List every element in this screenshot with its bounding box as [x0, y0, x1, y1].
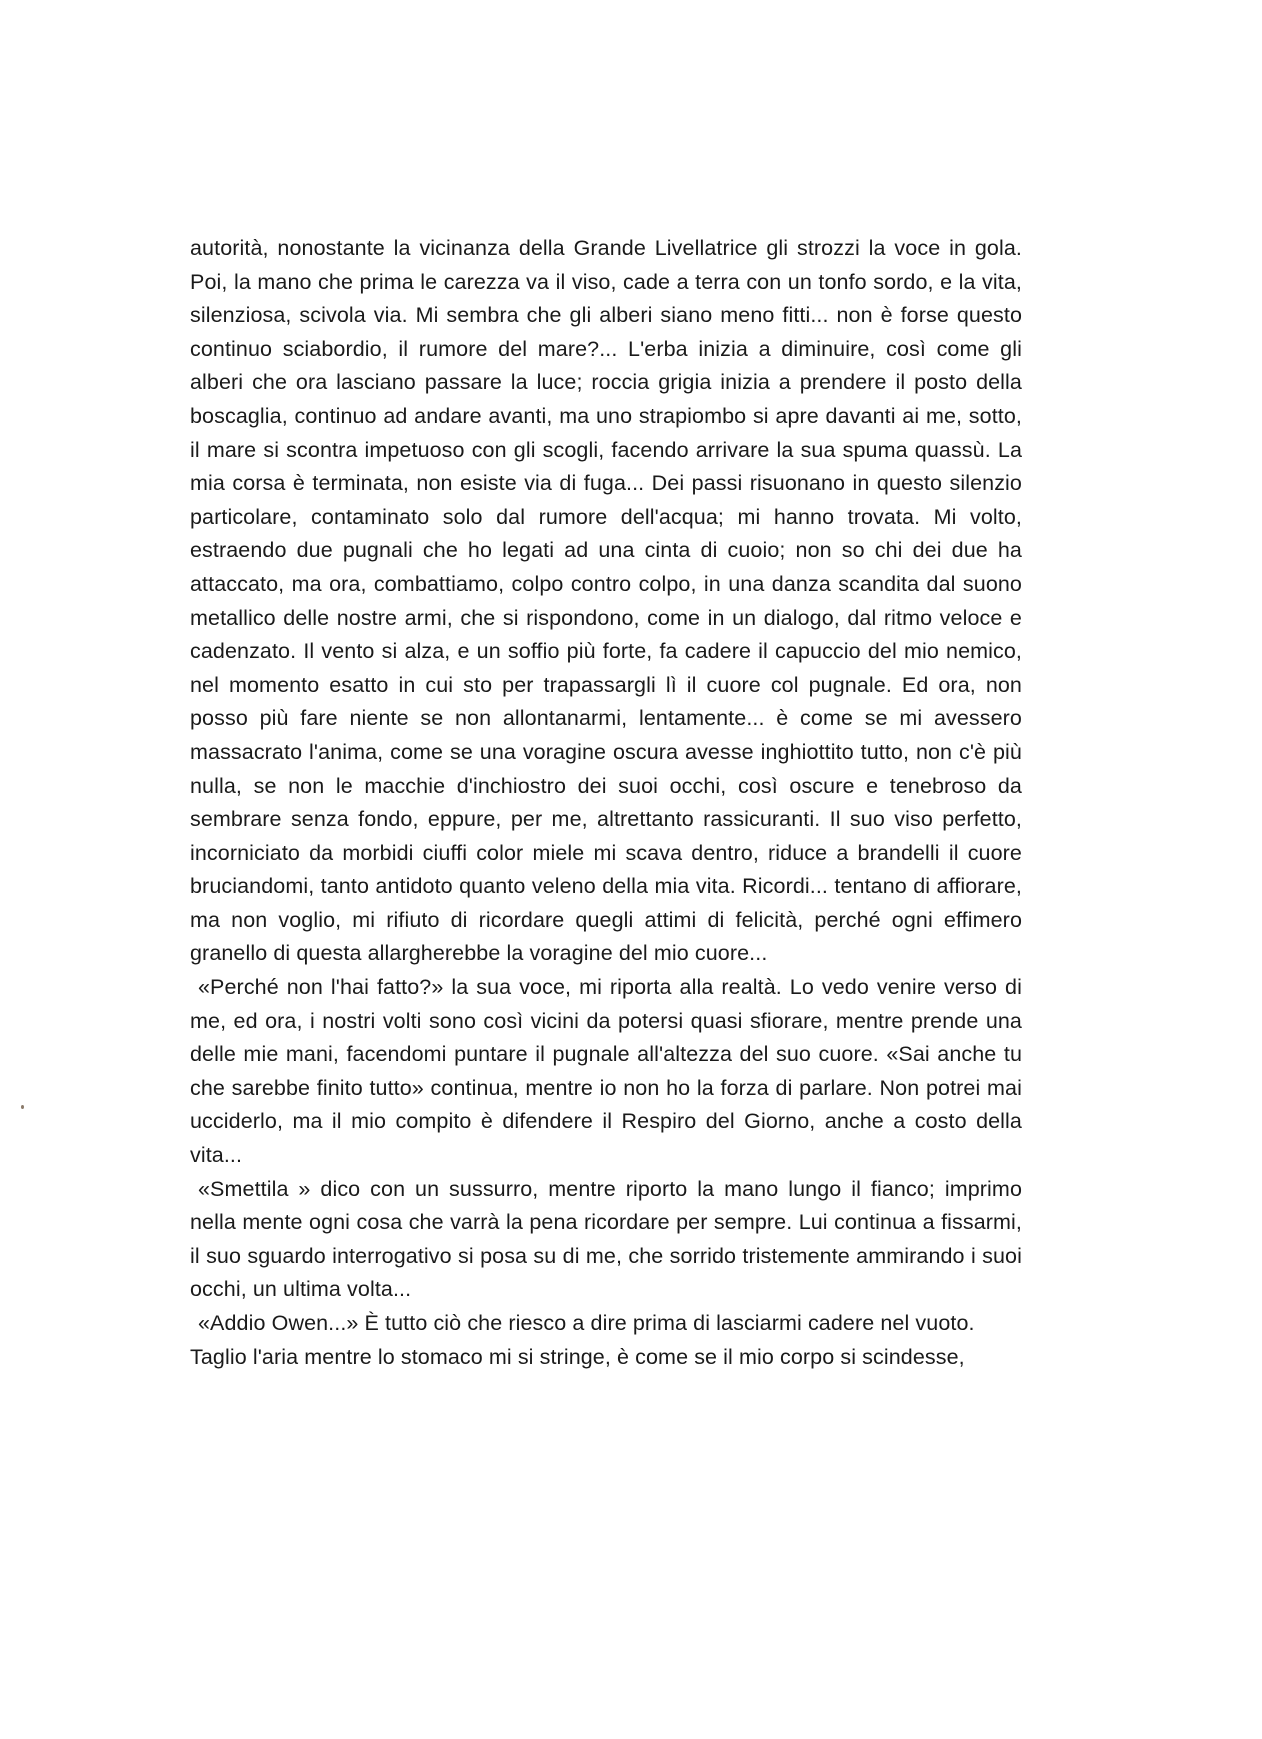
paragraph-dialogue-smettila: «Smettila » dico con un sussurro, mentre riporto la mano lungo il fianco; imprimo nella mente ogni cosa che varrà la pena ricordare per sempre. Lui continua a fissarmi, il suo sguardo interrogativo si posa su di me, che sorrido tristemente ammirando i suoi occhi, un ultima volta... — [190, 1176, 1022, 1302]
paragraph-narrative: autorità, nonostante la vicinanza della Grande Livellatrice gli strozzi la voce in gola. Poi, la mano che prima le carezza va il viso, cade a terra con un tonfo sordo, e la vita, silenziosa, scivola via. Mi sembra che gli alberi siano meno fitti... non è forse questo continuo sciabordio, il rumore del mare?... L'erba inizia a diminuire, così come gli alberi che ora lasciano passare la luce; roccia grigia inizia a prendere il posto della boscaglia, continuo ad andare avanti, ma uno strapiombo si apre davanti ai me, sotto, il mare si scontra impetuoso con gli scogli, facendo arrivare la sua spuma quassù. La mia corsa è terminata, non esiste via di fuga... Dei passi risuonano in questo silenzio particolare, contaminato solo dal rumore dell'acqua; mi hanno trovata. Mi volto, estraendo due pugnali che ho legati ad una cinta di cuoio; non so chi dei due ha attaccato, ma ora, combattiamo, colpo contro colpo, in una danza scandita dal suono metallico delle nostre armi, che si rispondono, come in un dialogo, dal ritmo veloce e cadenzato. Il vento si alza, e un soffio più forte, fa cadere il capuccio del mio nemico, nel momento esatto in cui sto per trapassargli lì il cuore col pugnale. Ed ora, non posso più fare niente se non allontanarmi, lentamente... è come se mi avessero massacrato l'anima, come se una voragine oscura avesse inghiottito tutto, non c'è più nulla, se non le macchie d'inchiostro dei suoi occhi, così oscure e tenebroso da sembrare senza fondo, eppure, per me, altrettanto rassicuranti. Il suo viso perfetto, incorniciato da morbidi ciuffi color miele mi scava dentro, riduce a brandelli il cuore bruciandomi, tanto antidoto quanto veleno della mia vita. Ricordi... tentano di affiorare, ma non voglio, mi rifiuto di ricordare quegli attimi di felicità, perché ogni effimero granello di questa allargherebbe la voragine del mio cuore... — [190, 236, 1022, 966]
paragraph-final-line: Taglio l'aria mentre lo stomaco mi si stringe, è come se il mio corpo si scindesse, — [190, 1344, 965, 1369]
paragraph-dialogue-perche: «Perché non l'hai fatto?» la sua voce, mi riporta alla realtà. Lo vedo venire verso di me, ed ora, i nostri volti sono così vicini da potersi quasi sfiorare, mentre prende una delle mie mani, facendomi puntare il pugnale all'altezza del suo cuore. «Sai anche tu che sarebbe finito tutto» continua, mentre io non ho la forza di parlare. Non potrei mai ucciderlo, ma il mio compito è difendere il Respiro del Giorno, anche a costo della vita... — [190, 975, 1022, 1168]
scan-speck — [21, 1105, 24, 1109]
paragraph-dialogue-addio: «Addio Owen...» È tutto ciò che riesco a dire prima di lasciarmi cadere nel vuoto. — [198, 1311, 975, 1335]
body-text — [190, 232, 1022, 1374]
